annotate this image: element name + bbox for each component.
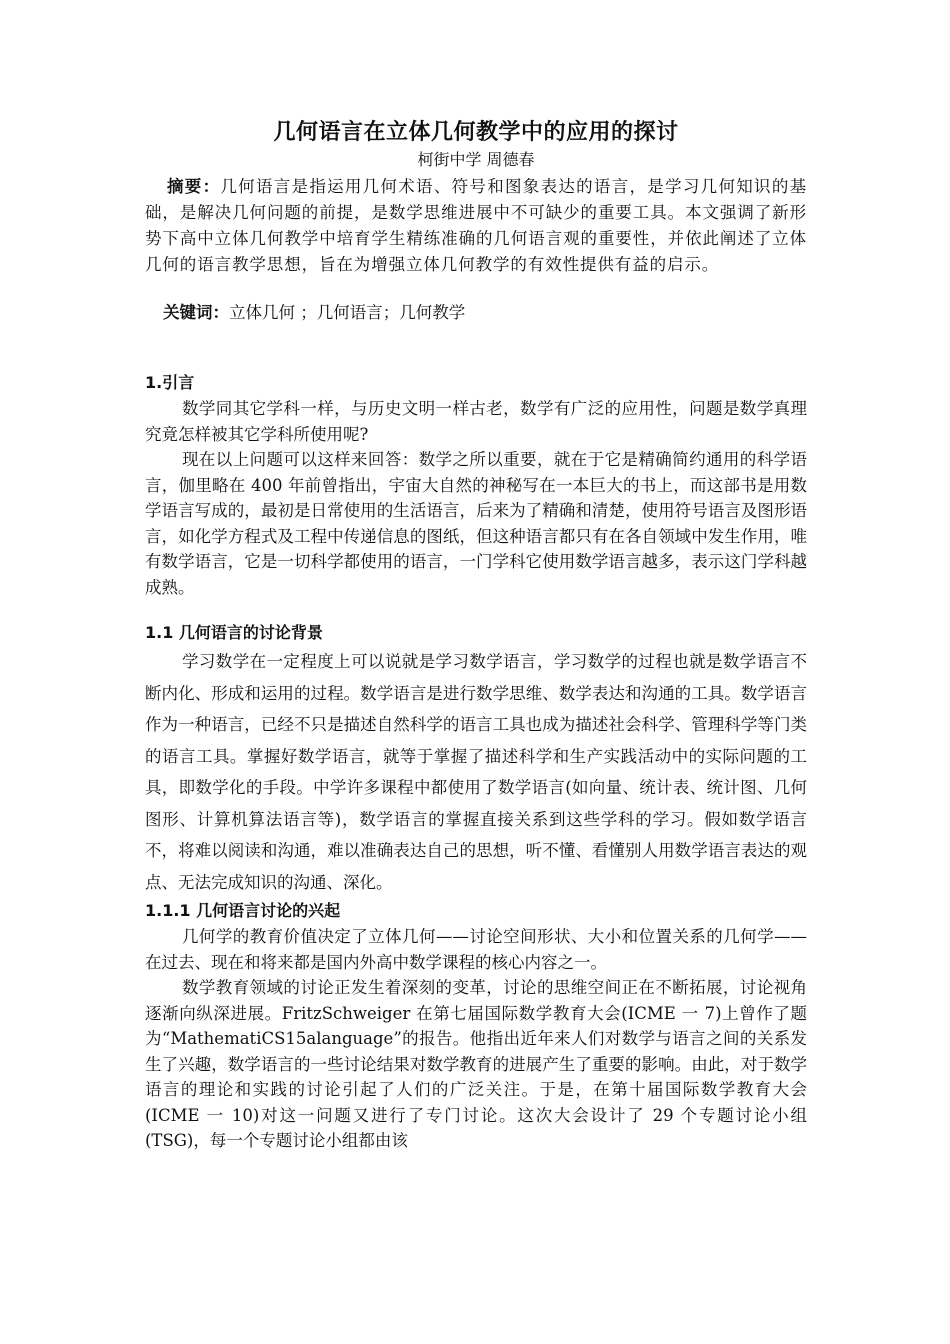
paragraph-intro-2: 现在以上问题可以这样来回答：数学之所以重要，就在于它是精确简约通用的科学语言，伽里略在 400 年前曾指出，宇宙大自然的神秘写在一本巨大的书上，而这部书是用数学语言写成的，最初是日常使用的生活语言，后来为了精确和清楚，使用符号语言及图形语言，如化学方程式及工程中传递信息的图纸，但这种语言都只有在各自领域中发生作用，唯有数学语言，它是一切科学都使用的语言，一门学科它使用数学语言越多，表示这门学科越成熟。 (145, 450, 807, 597)
section-heading-1-1-1: 1.1.1 几何语言讨论的兴起 (145, 901, 341, 920)
keywords-label: 关键词： (163, 303, 229, 322)
document-title: 几何语言在立体几何教学中的应用的探讨 (273, 120, 679, 145)
paragraph-1-1-1-b: 数学教育领域的讨论正发生着深刻的变革，讨论的思维空间正在不断拓展，讨论视角逐渐向纵深进展。FritzSchweiger 在第七届国际数学教育大会(ICME 一 7)上曾作了题为“MathematiCS15alanguage”的报告。他指出近年来人们对数学与语言之间的关系发生了兴趣，数学语言的一些讨论结果对数学教育的进展产生了重要的影响。由此，对于数学语言的理论和实践的讨论引起了人们的广泛关注。于是，在第十届国际数学教育大会(ICME 一 10)对这一问题又进行了专门讨论。这次大会设计了 29 个专题讨论小组(TSG)，每一个专题讨论小组都由该 (145, 978, 807, 1150)
abstract-label: 摘要： (167, 177, 221, 196)
author-line: 柯街中学 周德春 (417, 150, 535, 169)
abstract-text: 几何语言是指运用几何术语、符号和图象表达的语言，是学习几何知识的基础，是解决几何问题的前提，是数学思维进展中不可缺少的重要工具。本文强调了新形势下高中立体几何教学中培育学生精练准确的几何语言观的重要性，并依此阐述了立体几何的语言教学思想，旨在为增强立体几何教学的有效性提供有益的启示。 (145, 177, 808, 274)
keywords-text: 立体几何 ；几何语言；几何教学 (229, 303, 466, 322)
section-heading-1-1: 1.1 几何语言的讨论背景 (145, 623, 323, 642)
paragraph-intro-1: 数学同其它学科一样，与历史文明一样古老，数学有广泛的应用性，问题是数学真理究竟怎样被其它学科所使用呢? (145, 399, 807, 444)
abstract-paragraph (145, 174, 807, 278)
paragraph-1-1: 学习数学在一定程度上可以说就是学习数学语言，学习数学的过程也就是数学语言不断内化、形成和运用的过程。数学语言是进行数学思维、数学表达和沟通的工具。数学语言作为一种语言，已经不只是描述自然科学的语言工具也成为描述社会科学、管理科学等门类的语言工具。掌握好数学语言，就等于掌握了描述科学和生产实践活动中的实际问题的工具，即数学化的手段。中学许多课程中都使用了数学语言(如向量、统计表、统计图、几何图形、计算机算法语言等)，数学语言的掌握直接关系到这些学科的学习。假如数学语言不，将难以阅读和沟通，难以准确表达自己的思想，听不懂、看懂别人用数学语言表达的观点、无法完成知识的沟通、深化。 (145, 652, 807, 892)
document-body (145, 118, 807, 1154)
section-heading-introduction: 1.引言 (145, 373, 195, 392)
paragraph-1-1-1-a: 几何学的教育价值决定了立体几何——讨论空间形状、大小和位置关系的几何学——在过去、现在和将来都是国内外高中数学课程的核心内容之一。 (145, 927, 807, 972)
keywords-paragraph (145, 300, 807, 326)
